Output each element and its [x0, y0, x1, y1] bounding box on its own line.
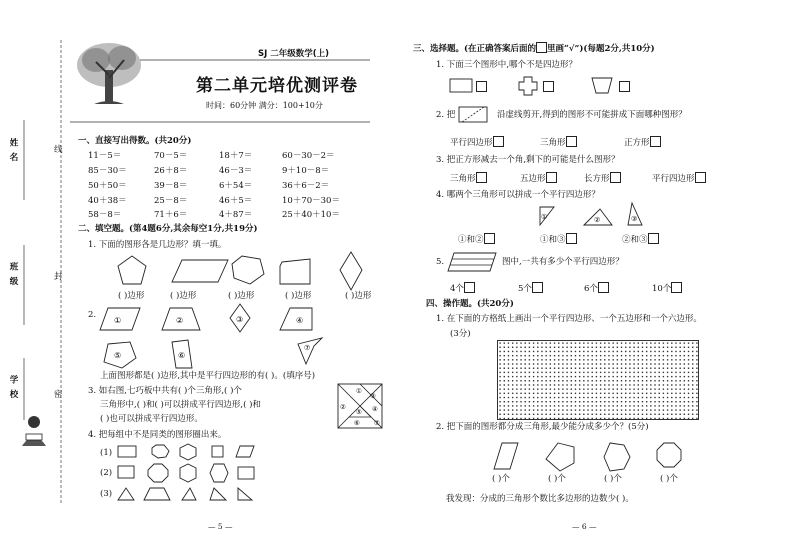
s3-q5-option — [518, 282, 543, 294]
s4-q2-text: 2. 把下面的图形都分成三角形,最少能分成多少个？(5分) — [436, 422, 649, 432]
tangram-label: ⑤ — [356, 408, 362, 416]
triangle-label: ② — [594, 216, 601, 224]
calc-item: 46－3＝ — [219, 166, 253, 176]
s3-q3-text: 3. 把正方形减去一个角,剩下的可能是什么图形？ — [436, 155, 620, 165]
dot-grid-paper[interactable] — [497, 340, 699, 420]
q2-label: ④ — [296, 316, 304, 325]
q4-heptagon — [152, 445, 169, 458]
option-label: ②和③ — [622, 235, 648, 245]
s3-q4-option — [622, 233, 659, 245]
left-page-number: — 5 — — [208, 522, 233, 531]
hexagon-shape — [604, 443, 630, 471]
s4-q2-blank[interactable]: ( )个 — [604, 474, 622, 484]
s3-q5-option — [652, 282, 682, 294]
s4-q1-text: 1. 在下面的方格纸上画出一个平行四边形、一个五边形和一个六边形。 — [436, 314, 702, 324]
s4-q2-blank[interactable]: ( )个 — [660, 474, 678, 484]
s3-q4-option — [540, 233, 577, 245]
tangram-label: ⑦ — [374, 419, 380, 427]
q4-trapezoid — [144, 488, 170, 500]
s2-q3-line1: 3. 如右图,七巧板中共有( )个三角形,( )个 — [88, 386, 242, 396]
answer-box-sample — [536, 42, 547, 53]
s4-q2-polygons — [488, 441, 708, 475]
q4-cube — [180, 464, 196, 482]
option-label: 五边形 — [520, 174, 546, 184]
q4-row-label: (2) — [100, 468, 113, 478]
s2-q4-text: 4. 把每组中不是同类的图形圈出来。 — [88, 430, 227, 440]
calc-item: 39－8＝ — [154, 181, 188, 191]
q4-parallelogram — [236, 446, 254, 457]
calc-item: 4＋87＝ — [219, 210, 253, 220]
calc-item: 58－8＝ — [88, 210, 122, 220]
s3-q4-text: 4. 哪两个三角形可以拼成一个平行四边形？ — [436, 190, 600, 200]
pentagon-shape — [546, 443, 574, 471]
rhombus-shape — [494, 443, 518, 469]
option-checkbox[interactable] — [566, 233, 577, 244]
q4-hexagon — [210, 464, 228, 482]
option-checkbox[interactable] — [493, 136, 504, 147]
q1-blank[interactable]: ( )边形 — [345, 291, 372, 301]
section3-heading — [413, 42, 655, 54]
s2-q2-num: 2. — [88, 310, 97, 320]
calc-item: 71＋6＝ — [154, 210, 188, 220]
rhombus-shape — [340, 252, 362, 290]
s3-q1-text: 1. 下面三个图形中,哪个不是四边形？ — [436, 60, 578, 70]
pentagon-house-shape — [280, 259, 310, 284]
tangram-label: ② — [340, 403, 346, 411]
calc-item: 9＋10－8＝ — [282, 166, 330, 176]
cut-rectangle-figure — [458, 106, 490, 124]
q4-row-label: (1) — [100, 448, 113, 458]
q4-shape-rows — [116, 442, 336, 504]
option-checkbox[interactable] — [464, 282, 475, 293]
tangram-label: ③ — [370, 392, 376, 400]
tangram-figure — [338, 384, 383, 429]
s2-q3-line3: ( )也可以拼成平行四边形。 — [100, 414, 203, 424]
cross-shape — [519, 77, 537, 95]
option-checkbox[interactable] — [598, 282, 609, 293]
option-checkbox[interactable] — [532, 282, 543, 293]
octagon-shape — [657, 443, 681, 467]
section1-heading: 一、直接写出得数。(共20分) — [78, 136, 192, 146]
s3-q3-option — [520, 172, 557, 184]
s3-q4-option — [458, 233, 495, 245]
parallelogram-shape — [172, 260, 228, 282]
header-bottom-rule — [70, 120, 390, 126]
option-checkbox[interactable] — [695, 172, 706, 183]
q4-octagon — [148, 464, 168, 482]
s2-q2-text: 上面图形都是( )边形,其中是平行四边形的有( )。(填序号) — [100, 371, 316, 381]
calc-item: 25－8＝ — [154, 196, 188, 206]
margin-label-name: 姓名 — [8, 138, 18, 167]
rectangle-shape — [450, 79, 472, 92]
option-checkbox[interactable] — [543, 81, 554, 92]
calc-item: 25＋40＋10＝ — [282, 210, 340, 220]
q4-cube — [180, 444, 196, 460]
option-checkbox[interactable] — [566, 136, 577, 147]
section3-heading-head: 三、选择题。(在正确答案后面的 — [413, 44, 537, 54]
q4-triangle — [182, 488, 196, 500]
option-checkbox[interactable] — [671, 282, 682, 293]
s3-q2-option — [540, 136, 577, 148]
q4-rect — [118, 466, 134, 478]
binding-margin — [6, 40, 66, 510]
option-label: 正方形 — [624, 138, 650, 148]
option-checkbox[interactable] — [484, 233, 495, 244]
calc-item: 50＋50＝ — [88, 181, 127, 191]
q1-blank[interactable]: ( )边形 — [285, 291, 312, 301]
q1-shapes — [110, 254, 400, 294]
calc-item: 18＋7＝ — [219, 151, 253, 161]
calc-item: 85－30＝ — [88, 166, 127, 176]
margin-label-school: 学校 — [8, 375, 18, 404]
s3-q2-option — [624, 136, 661, 148]
tangram-label: ① — [356, 387, 362, 395]
header-rule — [140, 59, 400, 63]
option-label: ①和② — [458, 235, 484, 245]
section4-heading: 四、操作题。(共20分) — [426, 299, 514, 309]
option-label: 5个 — [518, 284, 532, 294]
s3-q5-post: 图中,一共有多少个平行四边形？ — [502, 257, 624, 267]
q4-row-label: (3) — [100, 489, 113, 499]
q4-triangle — [118, 488, 134, 500]
margin-line-feng: 封 — [54, 272, 63, 282]
calc-item: 70－5＝ — [154, 151, 188, 161]
s3-q5-option — [450, 282, 475, 294]
option-label: 10个 — [652, 284, 672, 294]
s3-q2-option — [450, 136, 504, 148]
option-label: 三角形 — [450, 174, 476, 184]
option-checkbox[interactable] — [476, 172, 487, 183]
section2-heading: 二、填空题。(第4题6分,其余每空1分,共19分) — [78, 224, 258, 234]
calc-item: 6＋54＝ — [219, 181, 253, 191]
s2-q1-text: 1. 下面的图形各是几边形？填一填。 — [88, 240, 227, 250]
s4-finding-text: 我发现：分成的三角形个数比多边形的边数少( )。 — [446, 494, 634, 504]
option-checkbox[interactable] — [650, 136, 661, 147]
exam-meta: 时间：60分钟 满分：100+10分 — [206, 101, 323, 110]
margin-line-mi: 密 — [54, 390, 63, 400]
option-checkbox[interactable] — [610, 172, 621, 183]
q2-label: ⑤ — [114, 351, 122, 360]
section3-heading-tail: 里画“√”)(每题2分,共10分) — [547, 44, 655, 54]
q4-rect — [118, 446, 136, 457]
q1-blank[interactable]: ( )边形 — [170, 291, 197, 301]
q4-triangle — [210, 488, 226, 500]
q2-shapes — [100, 306, 360, 376]
trapezoid-shape — [592, 78, 612, 93]
reading-kid-illustration — [14, 412, 54, 452]
q2-label: ③ — [236, 315, 244, 324]
parallelogram-stack-figure — [446, 251, 498, 273]
q4-square — [212, 446, 223, 457]
option-label: 平行四边形 — [652, 174, 695, 184]
right-page-number: — 6 — — [572, 522, 597, 531]
s4-q2-blank[interactable]: ( )个 — [548, 474, 566, 484]
q2-label: ⑥ — [178, 351, 186, 360]
s3-q4-triangles — [538, 203, 688, 233]
option-label: 平行四边形 — [450, 138, 493, 148]
s3-q2-post: 沿虚线剪开,得到的图形不可能拼成下面哪种图形？ — [497, 110, 687, 120]
s3-q5-option — [584, 282, 609, 294]
calc-item: 36＋6－2＝ — [282, 181, 330, 191]
q1-blank[interactable]: ( )边形 — [228, 291, 255, 301]
triangle-label: ③ — [631, 215, 638, 223]
option-label: 4个 — [450, 284, 464, 294]
q2-label: ② — [176, 316, 184, 325]
hexagon-shape — [232, 256, 264, 284]
s3-q2-pre: 2. 把 — [436, 110, 456, 120]
q2-label: ⑦ — [304, 344, 311, 352]
q1-blank[interactable]: ( )边形 — [118, 291, 145, 301]
s3-q3-option — [584, 172, 621, 184]
option-label: 长方形 — [584, 174, 610, 184]
calc-item: 46＋5＝ — [219, 196, 253, 206]
s3-q3-option — [450, 172, 487, 184]
option-label: ①和③ — [540, 235, 566, 245]
calc-item: 26＋8＝ — [154, 166, 188, 176]
margin-line-xian: 线 — [54, 145, 63, 155]
s4-q2-blank[interactable]: ( )个 — [492, 474, 510, 484]
q4-triangle — [238, 488, 252, 500]
calc-item: 40＋38＝ — [88, 196, 127, 206]
tree-illustration — [74, 40, 144, 110]
calc-item: 60－30－2＝ — [282, 151, 335, 161]
s3-q5-pre: 5. — [436, 257, 445, 267]
tangram-label: ⑥ — [354, 419, 360, 427]
s4-q1-score: (3分) — [450, 329, 471, 339]
series-label: SJ 二年级数学(上) — [258, 49, 330, 59]
calc-item: 10＋70－30＝ — [282, 196, 340, 206]
page-title: 第二单元培优测评卷 — [196, 76, 358, 96]
option-checkbox[interactable] — [648, 233, 659, 244]
margin-label-class: 班级 — [8, 262, 18, 291]
s3-q3-option — [652, 172, 706, 184]
q2-label: ① — [114, 316, 122, 325]
option-checkbox[interactable] — [619, 81, 630, 92]
option-label: 三角形 — [540, 138, 566, 148]
option-label: 6个 — [584, 284, 598, 294]
calc-item: 11－5＝ — [88, 151, 122, 161]
option-checkbox[interactable] — [476, 81, 487, 92]
triangle-label: ① — [541, 213, 548, 221]
q4-rect — [238, 467, 254, 479]
tangram-label: ④ — [372, 405, 378, 413]
s2-q3-line2: 三角形中,( )和( )可以拼成平行四边形,( )和 — [100, 400, 261, 410]
pentagon-shape — [118, 256, 146, 284]
option-checkbox[interactable] — [546, 172, 557, 183]
